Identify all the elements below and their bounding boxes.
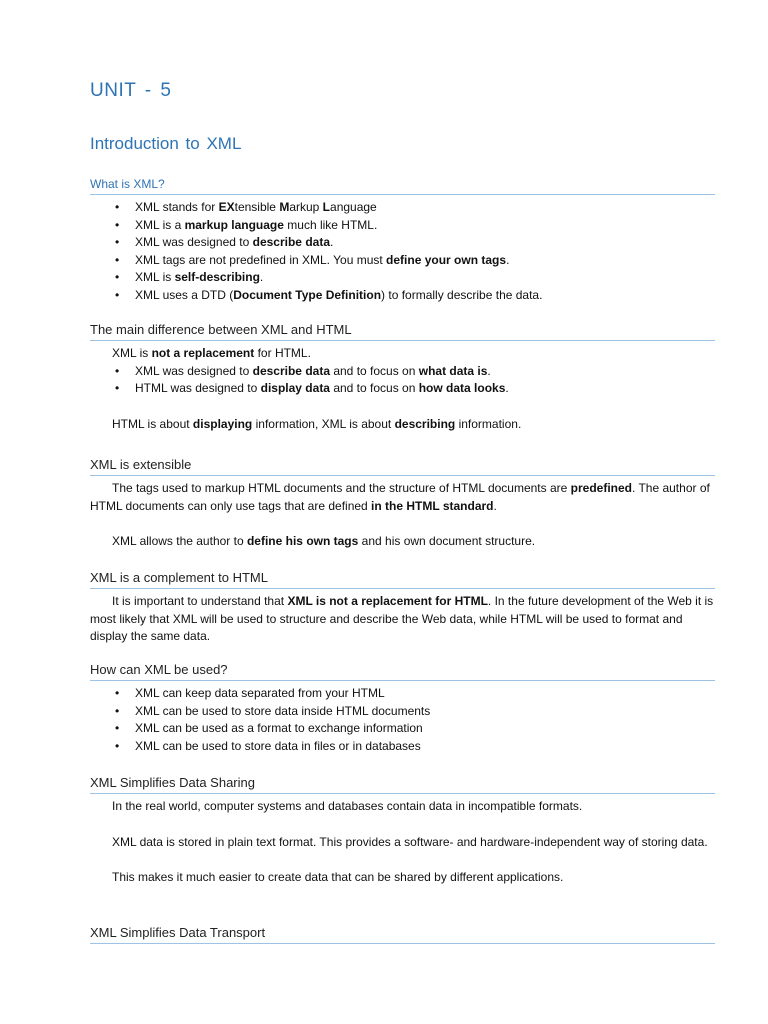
unit-title: UNIT - 5 [90, 80, 172, 101]
section-heading: XML Simplifies Data Sharing [90, 775, 715, 794]
list-item: • XML tags are not predefined in XML. You must define your own tags. [90, 252, 715, 270]
section-data-sharing [90, 775, 715, 887]
list-item: • XML stands for EXtensible Markup Language [90, 199, 715, 217]
list-item: • XML can be used as a format to exchange information [90, 720, 715, 738]
paragraph: In the real world, computer systems and databases contain data in incompatible formats. [112, 799, 583, 813]
section-heading: XML is a complement to HTML [90, 570, 715, 589]
paragraph: The tags used to markup HTML documents and the structure of HTML documents are predefined. The author of HTML documents can only use tags that are defined in the HTML standard. [90, 481, 710, 513]
section-xml-extensible [90, 457, 715, 551]
list-item: • XML can be used to store data inside HTML documents [90, 703, 715, 721]
bullet-marker: • [115, 200, 120, 214]
list-item: • XML was designed to describe data. [90, 234, 715, 252]
document-title: Introduction to XML [90, 134, 242, 153]
list-item: • XML can keep data separated from your HTML [90, 685, 715, 703]
paragraph: XML data is stored in plain text format. This provides a software- and hardware-independent way of storing data. [112, 834, 708, 849]
section-heading: How can XML be used? [90, 662, 715, 681]
bullet-marker: • [115, 721, 120, 735]
list-item: • HTML was designed to display data and to focus on how data looks. [90, 380, 715, 398]
bullet-marker: • [115, 235, 120, 249]
list-item: • XML was designed to describe data and to focus on what data is. [90, 363, 715, 381]
bullet-marker: • [115, 363, 120, 378]
bullet-list [90, 199, 715, 304]
section-heading: XML is extensible [90, 457, 715, 476]
bullet-marker: • [115, 738, 120, 753]
bullet-marker: • [115, 270, 120, 284]
bullet-marker: • [115, 252, 120, 267]
bullet-marker: • [115, 381, 120, 395]
bullet-marker: • [115, 686, 120, 700]
section-main-difference [90, 322, 715, 433]
paragraph: XML is not a replacement for HTML. [112, 346, 311, 360]
paragraph: It is important to understand that XML is not a replacement for HTML. In the future development of the Web it is most likely that XML will be used to structure and describe the Web data, while HTML will be used to format and display the same data. [90, 594, 714, 643]
bullet-marker: • [115, 287, 120, 302]
section-heading: What is XML? [90, 176, 715, 195]
section-data-transport [90, 925, 715, 944]
list-item: • XML can be used to store data in files or in databases [90, 738, 715, 756]
list-item: • XML is self-describing. [90, 269, 715, 287]
paragraph: HTML is about displaying information, XML is about describing information. [112, 416, 522, 431]
paragraph: XML allows the author to define his own tags and his own document structure. [112, 534, 536, 548]
section-what-is-xml [90, 176, 715, 304]
list-item: • XML is a markup language much like HTML. [90, 217, 715, 235]
paragraph: This makes it much easier to create data that can be shared by different applications. [112, 870, 564, 884]
bullet-marker: • [115, 217, 120, 232]
bullet-marker: • [115, 703, 120, 718]
section-heading: The main difference between XML and HTML [90, 322, 715, 341]
bullet-list [90, 363, 715, 398]
section-xml-complement [90, 570, 715, 646]
list-item: • XML uses a DTD (Document Type Definition) to formally describe the data. [90, 287, 715, 305]
bullet-list [90, 685, 715, 755]
section-how-xml-used [90, 662, 715, 755]
section-heading: XML Simplifies Data Transport [90, 925, 715, 944]
